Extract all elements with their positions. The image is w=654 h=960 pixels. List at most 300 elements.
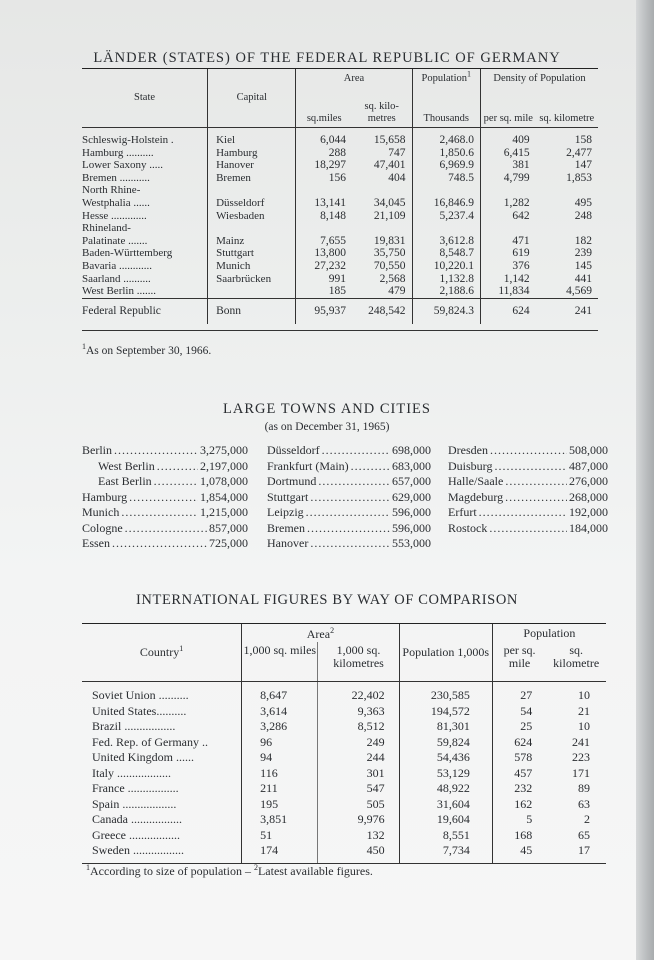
cell-country: Sweden ................. xyxy=(82,843,242,863)
cell-dmi: 1,282 xyxy=(481,197,536,210)
col-per-sq-km: sq. kilometre xyxy=(536,86,598,128)
towns-title: LARGE TOWNS AND CITIES xyxy=(223,401,431,417)
town-name: Essen xyxy=(82,536,110,550)
cell-pop: 6,969.9 xyxy=(412,159,481,172)
cell-dmi: 5 xyxy=(492,812,546,828)
cell-capital: Wiesbaden xyxy=(208,210,296,223)
cell-sqmi: 6,044 xyxy=(296,128,352,147)
col-1000-sq-km: 1,000 sq. kilometres xyxy=(318,642,399,682)
town-population: 508,000 xyxy=(569,443,608,457)
cell-sqmi xyxy=(296,184,352,197)
leader-dots xyxy=(129,490,198,506)
col-thousands: Thousands xyxy=(412,86,481,128)
cell-sqkm: 21,109 xyxy=(373,209,406,222)
cell-sqmi: 96 xyxy=(242,735,318,751)
leader-dots xyxy=(479,505,567,521)
cell-capital: Düsseldorf xyxy=(208,197,296,210)
col-sq-miles: sq.miles xyxy=(296,86,352,128)
cell-capital: Hamburg xyxy=(208,147,296,160)
town-entry xyxy=(82,459,248,475)
cell-dkm xyxy=(536,184,598,197)
table1-footnote xyxy=(82,342,212,357)
cell-pop: 1,132.8 xyxy=(412,273,481,286)
cell-dkm: 223 xyxy=(572,750,590,764)
leader-dots xyxy=(306,505,390,521)
cell-sqmi: 13,800 xyxy=(296,247,352,260)
cell-state: Palatinate ....... xyxy=(82,234,148,247)
town-entry xyxy=(448,505,608,521)
cell-state: Lower Saxony ..... xyxy=(82,159,163,172)
cell-dmi: 162 xyxy=(492,797,546,813)
cell-dmi: 11,834 xyxy=(481,285,536,298)
total-dkm: 241 xyxy=(536,298,598,324)
state-row xyxy=(82,247,598,260)
cell-pop: 16,846.9 xyxy=(412,197,481,210)
cell-sqkm: 547 xyxy=(318,781,399,797)
town-entry xyxy=(267,505,431,521)
cell-pop: 8,548.7 xyxy=(412,247,481,260)
town-population: 629,000 xyxy=(392,489,431,504)
cell-state: Saarland .......... xyxy=(82,272,151,285)
cell-sqkm: 244 xyxy=(318,750,399,766)
town-entry xyxy=(267,474,431,490)
international-table xyxy=(82,623,606,864)
town-population: 657,000 xyxy=(392,474,431,488)
col-capital: Capital xyxy=(208,69,296,128)
cell-pop: 8,551 xyxy=(399,828,492,844)
leader-dots xyxy=(114,443,198,459)
town-entry xyxy=(448,490,608,506)
col-state: State xyxy=(82,69,208,128)
population-note: 1 xyxy=(467,69,472,79)
cell-dmi: 25 xyxy=(492,719,546,735)
town-population: 1,854,000 xyxy=(200,489,248,504)
cell-dmi: 457 xyxy=(492,766,546,782)
page-edge xyxy=(636,0,654,960)
cell-dmi: 27 xyxy=(492,682,546,704)
town-entry xyxy=(82,505,248,521)
town-population: 553,000 xyxy=(392,536,431,550)
town-name: Magdeburg xyxy=(448,489,504,504)
table3-title: INTERNATIONAL FIGURES BY WAY OF COMPARISON xyxy=(136,592,518,608)
cell-pop: 31,604 xyxy=(399,797,492,813)
state-row xyxy=(82,172,598,185)
state-row xyxy=(82,285,598,298)
cell-sqmi: 51 xyxy=(242,828,318,844)
cell-pop: 3,612.8 xyxy=(412,235,481,248)
states-table xyxy=(82,68,598,331)
total-capital: Bonn xyxy=(208,298,296,324)
cell-capital xyxy=(208,184,296,197)
table3-footnote xyxy=(86,864,373,879)
cell-state: North Rhine- xyxy=(82,184,141,197)
cell-dmi: 232 xyxy=(492,781,546,797)
town-name: Hanover xyxy=(267,536,309,550)
town-entry xyxy=(267,536,431,552)
cell-dmi: 168 xyxy=(492,828,546,844)
footnote2-text: Latest available figures. xyxy=(257,864,373,878)
cell-country: Greece ................. xyxy=(92,827,180,842)
cell-sqkm: 450 xyxy=(318,843,399,863)
leader-dots xyxy=(154,474,198,490)
col-per-sq-mile3: per sq. mile xyxy=(492,642,546,682)
cell-capital xyxy=(208,285,296,298)
cell-dmi xyxy=(481,222,536,235)
country-row xyxy=(82,704,606,720)
cell-sqkm: 249 xyxy=(318,735,399,751)
cell-dmi: 1,142 xyxy=(481,273,536,286)
town-entry xyxy=(448,459,608,475)
cell-sqkm: 70,550 xyxy=(373,259,406,272)
cell-capital: Munich xyxy=(208,260,296,273)
cell-pop: 10,220.1 xyxy=(412,260,481,273)
country-row xyxy=(82,766,606,782)
state-row xyxy=(82,210,598,223)
country-row xyxy=(82,719,606,735)
cell-sqkm: 22,402 xyxy=(318,682,399,704)
cell-sqmi: 94 xyxy=(242,750,318,766)
town-population: 857,000 xyxy=(209,520,248,535)
town-name: Berlin xyxy=(82,443,112,457)
area-label: Area xyxy=(306,627,331,641)
town-name: Rostock xyxy=(448,520,488,535)
leader-dots xyxy=(322,443,390,459)
cell-dkm: 158 xyxy=(574,134,592,146)
cell-dkm: 171 xyxy=(572,765,590,780)
cell-dmi: 578 xyxy=(492,750,546,766)
col-population xyxy=(412,69,481,86)
town-population: 184,000 xyxy=(569,520,608,535)
cell-sqkm: 15,658 xyxy=(373,134,406,146)
town-name: West Berlin xyxy=(98,458,155,473)
cell-dkm: 2,477 xyxy=(566,146,592,159)
cell-sqmi: 27,232 xyxy=(296,260,352,273)
col-area3 xyxy=(242,624,399,642)
cell-capital: Mainz xyxy=(208,235,296,248)
town-entry xyxy=(82,536,248,552)
cell-dmi: 45 xyxy=(492,843,546,863)
town-entry xyxy=(448,443,608,459)
cell-dmi: 376 xyxy=(481,260,536,273)
town-name: Leipzig xyxy=(267,505,304,519)
town-population: 596,000 xyxy=(392,520,431,535)
leader-dots xyxy=(310,536,390,552)
town-entry xyxy=(267,490,431,506)
cell-dkm: 10 xyxy=(578,719,590,733)
leader-dots xyxy=(318,474,390,490)
cell-dmi xyxy=(481,184,536,197)
cell-dkm: 89 xyxy=(578,781,590,795)
total-dmi: 624 xyxy=(481,298,536,324)
town-population: 1,078,000 xyxy=(200,474,248,488)
cell-capital: Hanover xyxy=(208,159,296,172)
towns-column-1 xyxy=(82,443,248,552)
cell-pop: 19,604 xyxy=(399,812,492,828)
country-row xyxy=(82,735,606,751)
cell-state: Westphalia ...... xyxy=(82,196,150,209)
cell-dkm xyxy=(536,222,598,235)
cell-state: West Berlin ....... xyxy=(82,285,156,298)
cell-state: Hesse ............. xyxy=(82,209,147,222)
town-name: Erfurt xyxy=(448,505,477,519)
cell-dkm: 182 xyxy=(574,234,592,247)
town-entry xyxy=(448,521,608,537)
town-name: Munich xyxy=(82,505,120,519)
town-population: 683,000 xyxy=(392,458,431,473)
cell-capital: Kiel xyxy=(208,128,296,147)
total-sqmi: 95,937 xyxy=(296,298,352,324)
cell-country: United States.......... xyxy=(92,703,187,718)
state-row xyxy=(82,147,598,160)
town-name: East Berlin xyxy=(98,474,152,488)
country-row xyxy=(82,781,606,797)
town-entry xyxy=(267,459,431,475)
table1-title: LÄNDER (STATES) OF THE FEDERAL REPUBLIC OF GERMANY xyxy=(93,50,561,66)
col-pop-density: Population xyxy=(492,624,606,642)
cell-sqmi: 7,655 xyxy=(296,235,352,248)
cell-sqkm xyxy=(352,184,412,197)
cell-dkm: 248 xyxy=(574,209,592,222)
col-population3: Population 1,000s xyxy=(399,624,492,682)
international-table-body xyxy=(82,682,606,864)
cell-sqkm: 8,512 xyxy=(318,719,399,735)
cell-pop: 5,237.4 xyxy=(412,210,481,223)
cell-pop: 194,572 xyxy=(399,704,492,720)
cell-sqkm: 132 xyxy=(318,828,399,844)
country-label: Country xyxy=(139,645,180,659)
cell-sqkm xyxy=(352,222,412,235)
state-row xyxy=(82,235,598,248)
cell-capital: Saarbrücken xyxy=(208,273,296,286)
town-population: 725,000 xyxy=(209,536,248,550)
cell-dkm: 2 xyxy=(584,812,590,826)
area-note: 2 xyxy=(330,626,335,635)
country-row xyxy=(82,828,606,844)
cell-pop: 54,436 xyxy=(399,750,492,766)
cell-state: Baden-Württemberg xyxy=(82,247,173,260)
town-population: 3,275,000 xyxy=(200,443,248,457)
cell-dkm: 65 xyxy=(578,827,590,842)
cell-pop: 2,468.0 xyxy=(412,128,481,147)
cell-dmi: 6,415 xyxy=(481,147,536,160)
town-name: Dortmund xyxy=(267,474,317,488)
town-population: 698,000 xyxy=(392,443,431,457)
cell-pop: 1,850.6 xyxy=(412,147,481,160)
footnote-mark: 1 xyxy=(82,342,86,352)
town-name: Düsseldorf xyxy=(267,443,320,457)
cell-pop: 59,824 xyxy=(399,735,492,751)
cell-state: Hamburg .......... xyxy=(82,146,154,159)
cell-sqkm: 34,045 xyxy=(373,196,406,209)
cell-dkm: 63 xyxy=(578,796,590,811)
cell-sqmi: 3,614 xyxy=(242,704,318,720)
states-table-body xyxy=(82,128,598,299)
town-population: 276,000 xyxy=(569,474,608,488)
leader-dots xyxy=(490,443,567,459)
leader-dots xyxy=(125,521,207,537)
footnote2-mark: 2 xyxy=(253,863,258,872)
cell-dmi: 409 xyxy=(481,128,536,147)
cell-state: Bavaria ............ xyxy=(82,259,152,272)
cell-sqkm: 301 xyxy=(318,766,399,782)
cell-dkm: 147 xyxy=(574,159,592,172)
cell-dkm: 441 xyxy=(574,272,592,285)
cell-sqkm: 747 xyxy=(388,146,406,159)
state-row xyxy=(82,128,598,147)
town-name: Duisburg xyxy=(448,458,493,473)
leader-dots xyxy=(157,459,198,475)
total-state: Federal Republic xyxy=(82,298,208,324)
town-name: Bremen xyxy=(267,520,305,535)
cell-sqkm: 47,401 xyxy=(373,159,406,172)
town-entry xyxy=(448,474,608,490)
country-row xyxy=(82,682,606,704)
town-population: 487,000 xyxy=(569,458,608,473)
cell-sqmi: 3,286 xyxy=(242,719,318,735)
cell-state: Bremen ........... xyxy=(82,171,150,184)
cell-dkm: 1,853 xyxy=(566,171,592,184)
cell-state: Schleswig-Holstein . xyxy=(82,134,174,146)
leader-dots xyxy=(494,459,567,475)
town-population: 192,000 xyxy=(569,505,608,519)
cell-sqkm: 19,831 xyxy=(373,234,406,247)
cell-sqmi: 8,647 xyxy=(242,682,318,704)
cell-dmi: 619 xyxy=(481,247,536,260)
cell-sqkm: 9,363 xyxy=(318,704,399,720)
cell-pop xyxy=(412,184,481,197)
cell-country: Spain .................. xyxy=(92,796,177,811)
country-note: 1 xyxy=(179,644,184,653)
cell-capital: Stuttgart xyxy=(208,247,296,260)
cell-dmi: 54 xyxy=(492,704,546,720)
cell-sqkm: 404 xyxy=(388,171,406,184)
cell-sqkm: 2,568 xyxy=(379,272,406,285)
cell-dmi: 471 xyxy=(481,235,536,248)
town-population: 596,000 xyxy=(392,505,431,519)
cell-sqmi: 288 xyxy=(296,147,352,160)
state-row xyxy=(82,273,598,286)
town-population: 1,215,000 xyxy=(200,505,248,519)
cell-pop: 230,585 xyxy=(399,682,492,704)
cell-sqmi: 116 xyxy=(242,766,318,782)
cell-dkm: 4,569 xyxy=(566,285,592,298)
cell-dkm: 239 xyxy=(574,247,592,260)
town-name: Dresden xyxy=(448,443,488,457)
cell-pop: 2,188.6 xyxy=(412,285,481,298)
cell-dkm: 10 xyxy=(578,688,590,702)
state-row xyxy=(82,260,598,273)
cell-sqmi: 185 xyxy=(296,285,352,298)
town-population: 2,197,000 xyxy=(200,458,248,473)
state-row xyxy=(82,197,598,210)
leader-dots xyxy=(121,505,198,521)
leader-dots xyxy=(351,459,390,475)
cell-country: United Kingdom ...... xyxy=(92,750,194,764)
leader-dots xyxy=(307,521,390,537)
total-row xyxy=(82,298,598,324)
cell-sqmi: 991 xyxy=(296,273,352,286)
col-per-sq-mile: per sq. mile xyxy=(481,86,536,128)
cell-sqmi: 13,141 xyxy=(296,197,352,210)
country-row xyxy=(82,843,606,863)
town-name: Cologne xyxy=(82,520,123,535)
cell-country: Brazil ................. xyxy=(92,719,176,733)
state-row xyxy=(82,184,598,197)
cell-pop xyxy=(412,222,481,235)
col-per-sq-km3: sq. kilometre xyxy=(546,642,606,682)
cell-sqmi: 3,851 xyxy=(242,812,318,828)
cell-sqmi: 156 xyxy=(296,172,352,185)
cell-country: Canada ................. xyxy=(92,812,182,826)
col-sq-km: sq. kilo- metres xyxy=(352,86,412,128)
cell-sqmi: 8,148 xyxy=(296,210,352,223)
col-country xyxy=(82,624,242,682)
cell-country: Soviet Union .......... xyxy=(92,688,189,702)
cell-country: France ................. xyxy=(92,781,179,795)
cell-pop: 48,922 xyxy=(399,781,492,797)
country-row xyxy=(82,797,606,813)
country-row xyxy=(82,750,606,766)
cell-dkm: 241 xyxy=(572,734,590,749)
cell-dkm: 17 xyxy=(546,843,606,863)
town-entry xyxy=(82,490,248,506)
population-label: Population xyxy=(421,73,468,84)
col-1000-sq-miles: 1,000 sq. miles xyxy=(242,642,318,682)
towns-column-2 xyxy=(267,443,431,552)
leader-dots xyxy=(505,490,567,506)
cell-capital: Bremen xyxy=(208,172,296,185)
cell-sqkm: 479 xyxy=(388,285,406,298)
towns-column-3 xyxy=(448,443,608,536)
cell-state: Rhineland- xyxy=(82,222,131,235)
cell-pop: 7,734 xyxy=(399,843,492,863)
total-sqkm: 248,542 xyxy=(352,298,412,324)
cell-sqmi xyxy=(296,222,352,235)
cell-dkm: 145 xyxy=(574,259,592,272)
cell-sqmi: 211 xyxy=(242,781,318,797)
cell-pop: 53,129 xyxy=(399,766,492,782)
cell-sqmi: 18,297 xyxy=(296,159,352,172)
cell-country: Italy .................. xyxy=(92,765,171,780)
state-row xyxy=(82,222,598,235)
leader-dots xyxy=(489,521,567,537)
leader-dots xyxy=(310,490,390,506)
country-row xyxy=(82,812,606,828)
total-pop: 59,824.3 xyxy=(412,298,481,324)
cell-pop: 748.5 xyxy=(412,172,481,185)
leader-dots xyxy=(112,536,207,552)
footnote1-mark: 1 xyxy=(86,863,90,872)
cell-country: Fed. Rep. of Germany .. xyxy=(92,734,208,749)
col-density: Density of Population xyxy=(481,69,598,86)
town-name: Stuttgart xyxy=(267,489,309,504)
cell-dmi: 624 xyxy=(492,735,546,751)
cell-dmi: 642 xyxy=(481,210,536,223)
cell-dkm: 21 xyxy=(578,703,590,718)
cell-sqkm: 9,976 xyxy=(318,812,399,828)
cell-dkm: 495 xyxy=(574,196,592,209)
cell-capital xyxy=(208,222,296,235)
cell-sqmi: 195 xyxy=(242,797,318,813)
town-entry xyxy=(267,443,431,459)
cell-dmi: 4,799 xyxy=(481,172,536,185)
cell-sqkm: 35,750 xyxy=(373,247,406,260)
cell-pop: 81,301 xyxy=(399,719,492,735)
town-name: Hamburg xyxy=(82,489,128,504)
footnote-text: As on September 30, 1966. xyxy=(86,345,212,357)
town-population: 268,000 xyxy=(569,489,608,504)
footnote1-text: According to size of population – xyxy=(90,864,254,878)
